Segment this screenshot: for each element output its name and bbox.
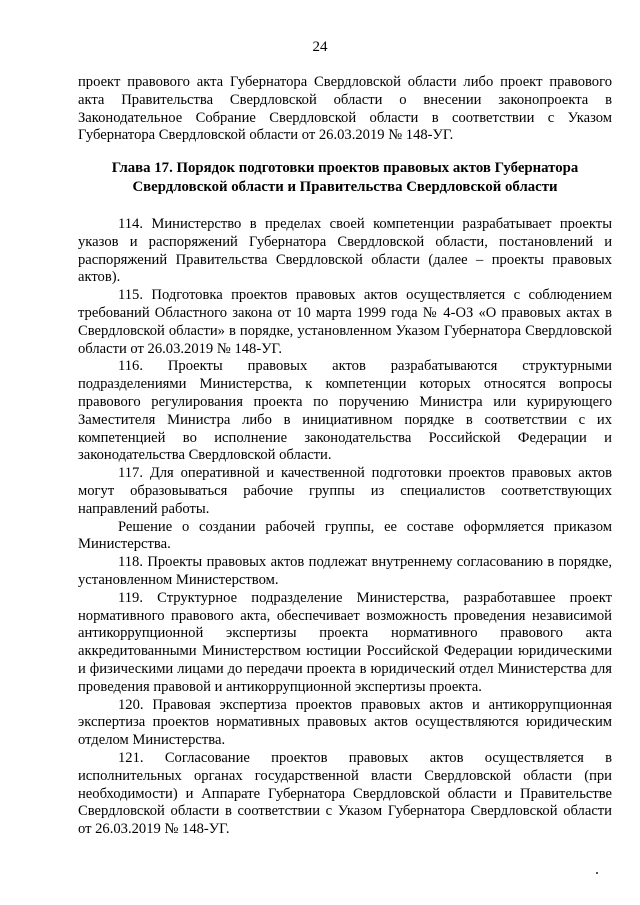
paragraph-116: 116. Проекты правовых актов разрабатываются структурными подразделениями Министерства, к компетенции которых относятся вопросы правового регулирования проекта по поручению Министра или курирующего Заместителя Министра либо в инициативном порядке в соответствии с их компетенцией во исполнение законодательства Российской Федерации и законодательства Свердловской области. bbox=[78, 358, 612, 464]
paragraph-118: 118. Проекты правовых актов подлежат внутреннему согласованию в порядке, установленном Министерством. bbox=[78, 554, 612, 588]
paragraph-117: 117. Для оперативной и качественной подготовки проектов правовых актов могут образовываться рабочие группы из специалистов соответствующих направлений работы. bbox=[78, 465, 612, 517]
page-number: 24 bbox=[312, 39, 328, 55]
paragraph-119: 119. Структурное подразделение Министерства, разработавшее проект нормативного правового акта, обеспечивает возможность проведения независимой антикоррупционной экспертизы проекта нормативного правового акта аккредитованными Министерством юстиции Российской Федерации юридическими и физическими лицами до передачи проекта в юридический отдел Министерства для проведения правовой и антикоррупционной экспертизы проекта. bbox=[78, 589, 612, 695]
intro-text-block bbox=[78, 74, 612, 145]
paragraph-120: 120. Правовая экспертиза проектов правовых актов и антикоррупционная экспертиза проектов нормативных правовых актов осуществляются юридическим отделом Министерства. bbox=[78, 696, 612, 749]
paragraph-list bbox=[78, 216, 612, 839]
intro-paragraph: проект правового акта Губернатора Свердловской области либо проект правового акта Правительства Свердловской области о внесении законопроекта в Законодательное Собрание Свердловской области в соответствии с Указом Губернатора Свердловской области от 26.03.2019 № 148-УГ. bbox=[78, 74, 612, 144]
paragraph-115: 115. Подготовка проектов правовых актов осуществляется с соблюдением требований Областного закона от 10 марта 1999 года № 4-ОЗ «О правовых актах в Свердловской области» в порядке, установленном Указом Губернатора Свердловской области от 26.03.2019 № 148-УГ. bbox=[78, 287, 612, 357]
chapter-title: Глава 17. Порядок подготовки проектов правовых актов Губернатора Свердловской области и Правительства Свердловской области bbox=[111, 160, 579, 195]
paragraph-117-decision: Решение о создании рабочей группы, ее составе оформляется приказом Министерства. bbox=[78, 518, 612, 553]
paragraph-121: 121. Согласование проектов правовых актов осуществляется в исполнительных органах государственной власти Свердловской области (при необходимости) и Аппарате Губернатора Свердловской области и Правительстве Свердловской области в соответствии с Указом Губернатора Свердловской области от 26.03.2019 № 148-УГ. bbox=[78, 749, 612, 838]
paragraph-114: 114. Министерство в пределах своей компетенции разрабатывает проекты указов и распоряжений Губернатора Свердловской области, постановлений и распоряжений Правительства Свердловской области (далее – проекты правовых актов). bbox=[78, 216, 612, 286]
scan-speck bbox=[596, 872, 598, 874]
